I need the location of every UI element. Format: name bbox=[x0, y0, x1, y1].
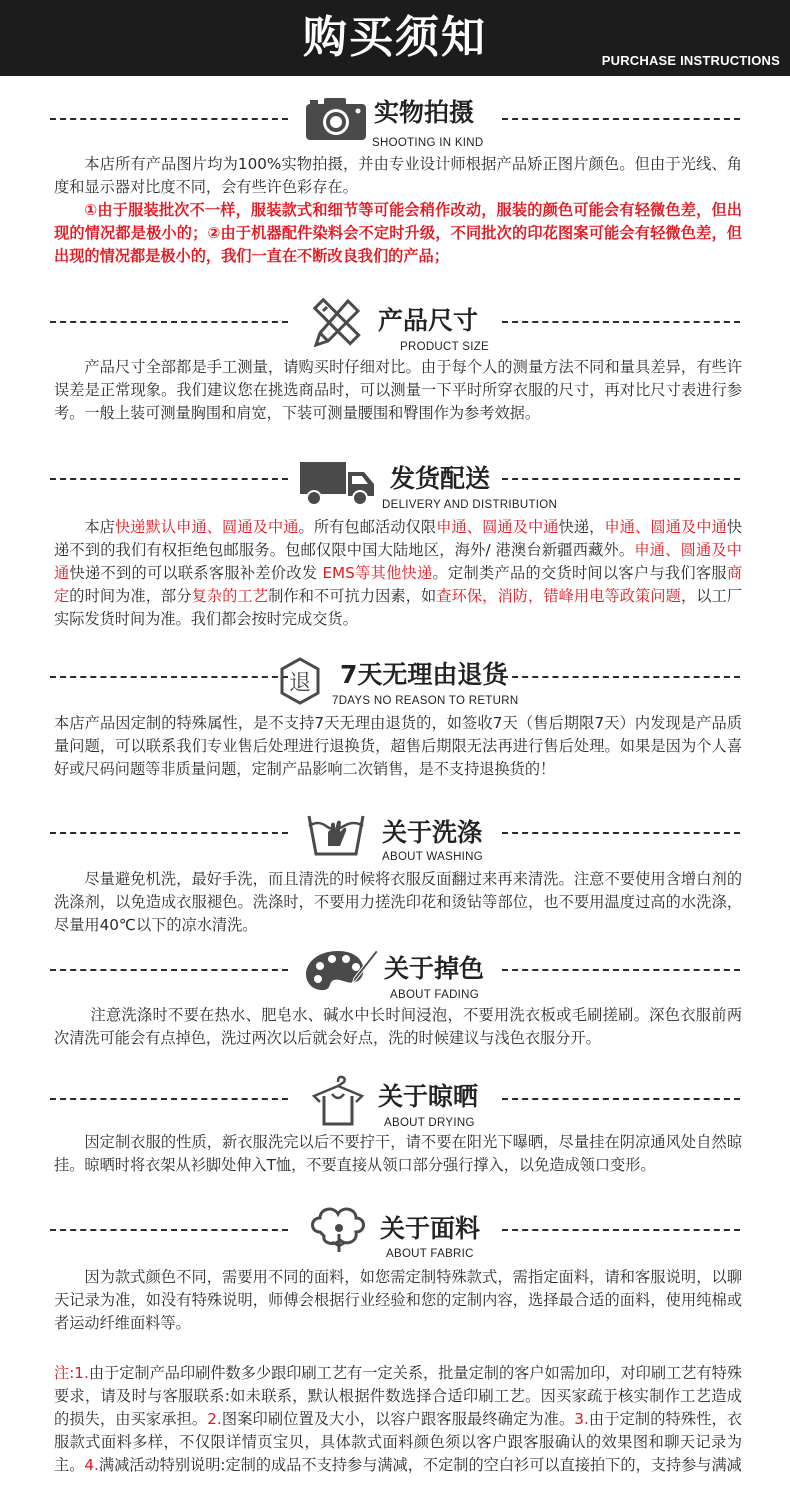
camera-icon bbox=[304, 96, 368, 142]
section-text bbox=[54, 712, 742, 781]
text-run-highlight: 复杂的工艺 bbox=[191, 587, 269, 605]
note-text: 满减活动特别说明:定制的成品不支持参与满减，不定制的空白衫可以直接拍下的，支持参与满减 bbox=[98, 1456, 742, 1474]
cotton-icon bbox=[308, 1202, 370, 1258]
divider-left bbox=[50, 832, 288, 834]
section-title: 7天无理由退货 bbox=[340, 660, 508, 689]
note-number: 4. bbox=[84, 1456, 99, 1474]
note-text: 图案印刷位置及大小，以容户跟客服最终确定为准。 bbox=[221, 1410, 575, 1428]
section-subtitle: ABOUT DRYING bbox=[384, 1117, 475, 1129]
section-title: 关于面料 bbox=[380, 1214, 481, 1243]
return-icon-char: 退 bbox=[288, 671, 312, 696]
section-title: 发货配送 bbox=[390, 464, 491, 493]
text-run: 快递不到的可以联系客服补差价改发 bbox=[69, 564, 323, 582]
section-text bbox=[54, 1004, 742, 1050]
palette-icon bbox=[304, 948, 380, 994]
section-subtitle: PRODUCT SIZE bbox=[400, 341, 490, 353]
text-run-highlight: 商定 bbox=[54, 564, 743, 605]
section-paragraph bbox=[54, 516, 742, 631]
section-title: 产品尺寸 bbox=[378, 306, 479, 335]
section-paragraph: 尽量避免机洗，最好手洗，而且清洗的时候将衣服反面翻过来再来清洗。注意不要使用含增白剂的洗涤剂，以免造成衣服褪色。洗涤时，不要用力搓洗印花和烫钻等部位，也不要用温度过高的水洗涤，尽量用40℃以下的凉水清洗。 bbox=[54, 870, 742, 934]
hanger-shirt-icon bbox=[310, 1072, 366, 1128]
section-title: 实物拍摄 bbox=[374, 98, 475, 127]
text-run-highlight: 快递默认申通、圆通及中通 bbox=[114, 518, 299, 536]
divider-right bbox=[502, 832, 740, 834]
section-subtitle: ABOUT WASHING bbox=[382, 851, 484, 863]
section-title: 关于洗涤 bbox=[382, 818, 483, 847]
section-text bbox=[54, 868, 742, 937]
text-run: 快递， bbox=[558, 518, 605, 536]
note-number: 注:1. bbox=[54, 1364, 89, 1382]
note-paragraph bbox=[54, 1362, 742, 1477]
section-subtitle: DELIVERY AND DISTRIBUTION bbox=[382, 499, 558, 511]
text-run: ，以工厂实际发货时间为准。我们都会按时完成交货。 bbox=[54, 587, 743, 628]
section-title: 关于掉色 bbox=[384, 954, 485, 983]
section-paragraph: 本店所有产品图片均为100%实物拍摄，并由专业设计师根据产品矫正图片颜色。但由于光线、角度和显示器对比度不同，会有些许色彩存在。 bbox=[54, 155, 742, 196]
section-text bbox=[54, 153, 742, 268]
section-paragraph: 因定制衣服的性质，新衣服洗完以后不要拧干，请不要在阳光下曝晒，尽量挂在阴凉通风处自然晾挂。晾晒时将衣架从衫脚处伸入T恤，不要直接从领口部分强行撑入，以免造成领口变形。 bbox=[54, 1133, 742, 1174]
text-run: 快递不到的我们有权拒绝包邮服务。包邮仅限中国大陆地区，海外/ 港澳台新疆西藏外。 bbox=[54, 518, 743, 559]
page-subtitle: PURCHASE INSTRUCTIONS bbox=[601, 53, 780, 68]
section-subtitle: 7DAYS NO REASON TO RETURN bbox=[332, 695, 519, 707]
text-run: 制作和不可抗力因素，如 bbox=[268, 587, 437, 605]
section-paragraph: 本店产品因定制的特殊属性，是不支持7天无理由退货的，如签收7天（售后期限7天）内发现是产品质量问题，可以联系我们专业售后处理进行退换货，超售后期限无法再进行售后处理。如果是因为个人喜好或尺码问题等非质量问题，定制产品影响二次销售，是不支持退换货的！ bbox=[54, 714, 742, 778]
text-run-highlight: 查环保，消防，错峰用电等政策问题 bbox=[436, 587, 681, 605]
note-text: 由于定制的特殊性，衣服款式面料多样，不仅限详情页宝贝，具体款式面料颜色须以客户跟客服确认的效果图和聊天记录为主。 bbox=[54, 1410, 743, 1474]
text-run-highlight: 申通、圆通及中通 bbox=[436, 518, 559, 536]
section-paragraph: 因为款式颜色不同，需要用不同的面料，如您需定制特殊款式，需指定面料，请和客服说明，以聊天记录为准，如没有特殊说明，师傅会根据行业经验和您的定制内容，选择最合适的面料，使用纯棉或者运动纤维面料等。 bbox=[54, 1268, 742, 1332]
divider-left bbox=[50, 321, 288, 323]
text-run-highlight: 申通、圆通及中通 bbox=[54, 541, 742, 582]
section-warning: ①由于服装批次不一样，服装款式和细节等可能会稍作改动，服装的颜色可能会有轻微色差，但出现的情况都是极小的；②由于机器配件染料会不定时升级，不同批次的印花图案可能会有轻微色差，但出现的情况都是极小的，我们一直在不断改良我们的产品； bbox=[54, 201, 742, 265]
divider-left bbox=[50, 118, 288, 120]
ruler-pencil-icon bbox=[308, 295, 364, 349]
section-text bbox=[54, 516, 742, 631]
section-subtitle: SHOOTING IN KIND bbox=[372, 137, 484, 149]
note-block bbox=[54, 1362, 742, 1477]
divider-right bbox=[502, 1229, 740, 1231]
page-title: 购买须知 bbox=[303, 12, 487, 63]
divider-right bbox=[502, 321, 740, 323]
section-subtitle: ABOUT FABRIC bbox=[386, 1248, 474, 1260]
return-icon bbox=[276, 657, 324, 705]
divider-left bbox=[50, 676, 288, 678]
text-run: 本店 bbox=[84, 518, 115, 536]
section-title: 关于晾晒 bbox=[378, 1082, 479, 1111]
section-text bbox=[54, 1266, 742, 1335]
hand-wash-icon bbox=[306, 812, 366, 858]
text-run: 的时间为准，部分 bbox=[69, 587, 192, 605]
note-number: 3. bbox=[574, 1410, 589, 1428]
note-number: 2. bbox=[207, 1410, 222, 1428]
divider-right bbox=[502, 969, 740, 971]
note-text: 由于定制产品印刷件数多少跟印刷工艺有一定关系，批量定制的客户如需加印，对印刷工艺有特殊要求，请及时与客服联系:如未联系，默认根据件数选择合适印刷工艺。因买家疏于核实制作工艺造成的损失，由买家承担。 bbox=[54, 1364, 743, 1428]
divider-left bbox=[50, 1098, 288, 1100]
divider-left bbox=[50, 969, 288, 971]
text-run: 。定制类产品的交货时间以客户与我们客服 bbox=[432, 564, 727, 582]
header-banner bbox=[0, 0, 790, 76]
text-run-highlight: EMS等其他快递 bbox=[322, 564, 433, 582]
divider-left bbox=[50, 1229, 288, 1231]
section-paragraph: 注意洗涤时不要在热水、肥皂水、碱水中长时间浸泡，不要用洗衣板或毛刷搓刷。深色衣服前两次清洗可能会有点掉色，洗过两次以后就会好点，洗的时候建议与浅色衣服分开。 bbox=[54, 1006, 742, 1047]
section-paragraph: 产品尺寸全部都是手工测量，请购买时仔细对比。由于每个人的测量方法不同和量具差异，有些许误差是正常现象。我们建议您在挑选商品时，可以测量一下平时所穿衣服的尺寸，再对比尺寸表进行参考。一般上装可测量胸围和肩宽，下装可测量腰围和臀围作为参考效据。 bbox=[54, 358, 742, 422]
divider-right bbox=[502, 478, 740, 480]
text-run: 。所有包邮活动仅限 bbox=[298, 518, 437, 536]
section-text bbox=[54, 1131, 742, 1177]
text-run-highlight: 申通、圆通及中通 bbox=[604, 518, 727, 536]
divider-right bbox=[502, 118, 740, 120]
section-subtitle: ABOUT FADING bbox=[390, 989, 480, 1001]
divider-left bbox=[50, 478, 288, 480]
divider-right bbox=[502, 1098, 740, 1100]
section-text bbox=[54, 356, 742, 425]
truck-icon bbox=[298, 460, 376, 506]
divider-right bbox=[502, 676, 740, 678]
